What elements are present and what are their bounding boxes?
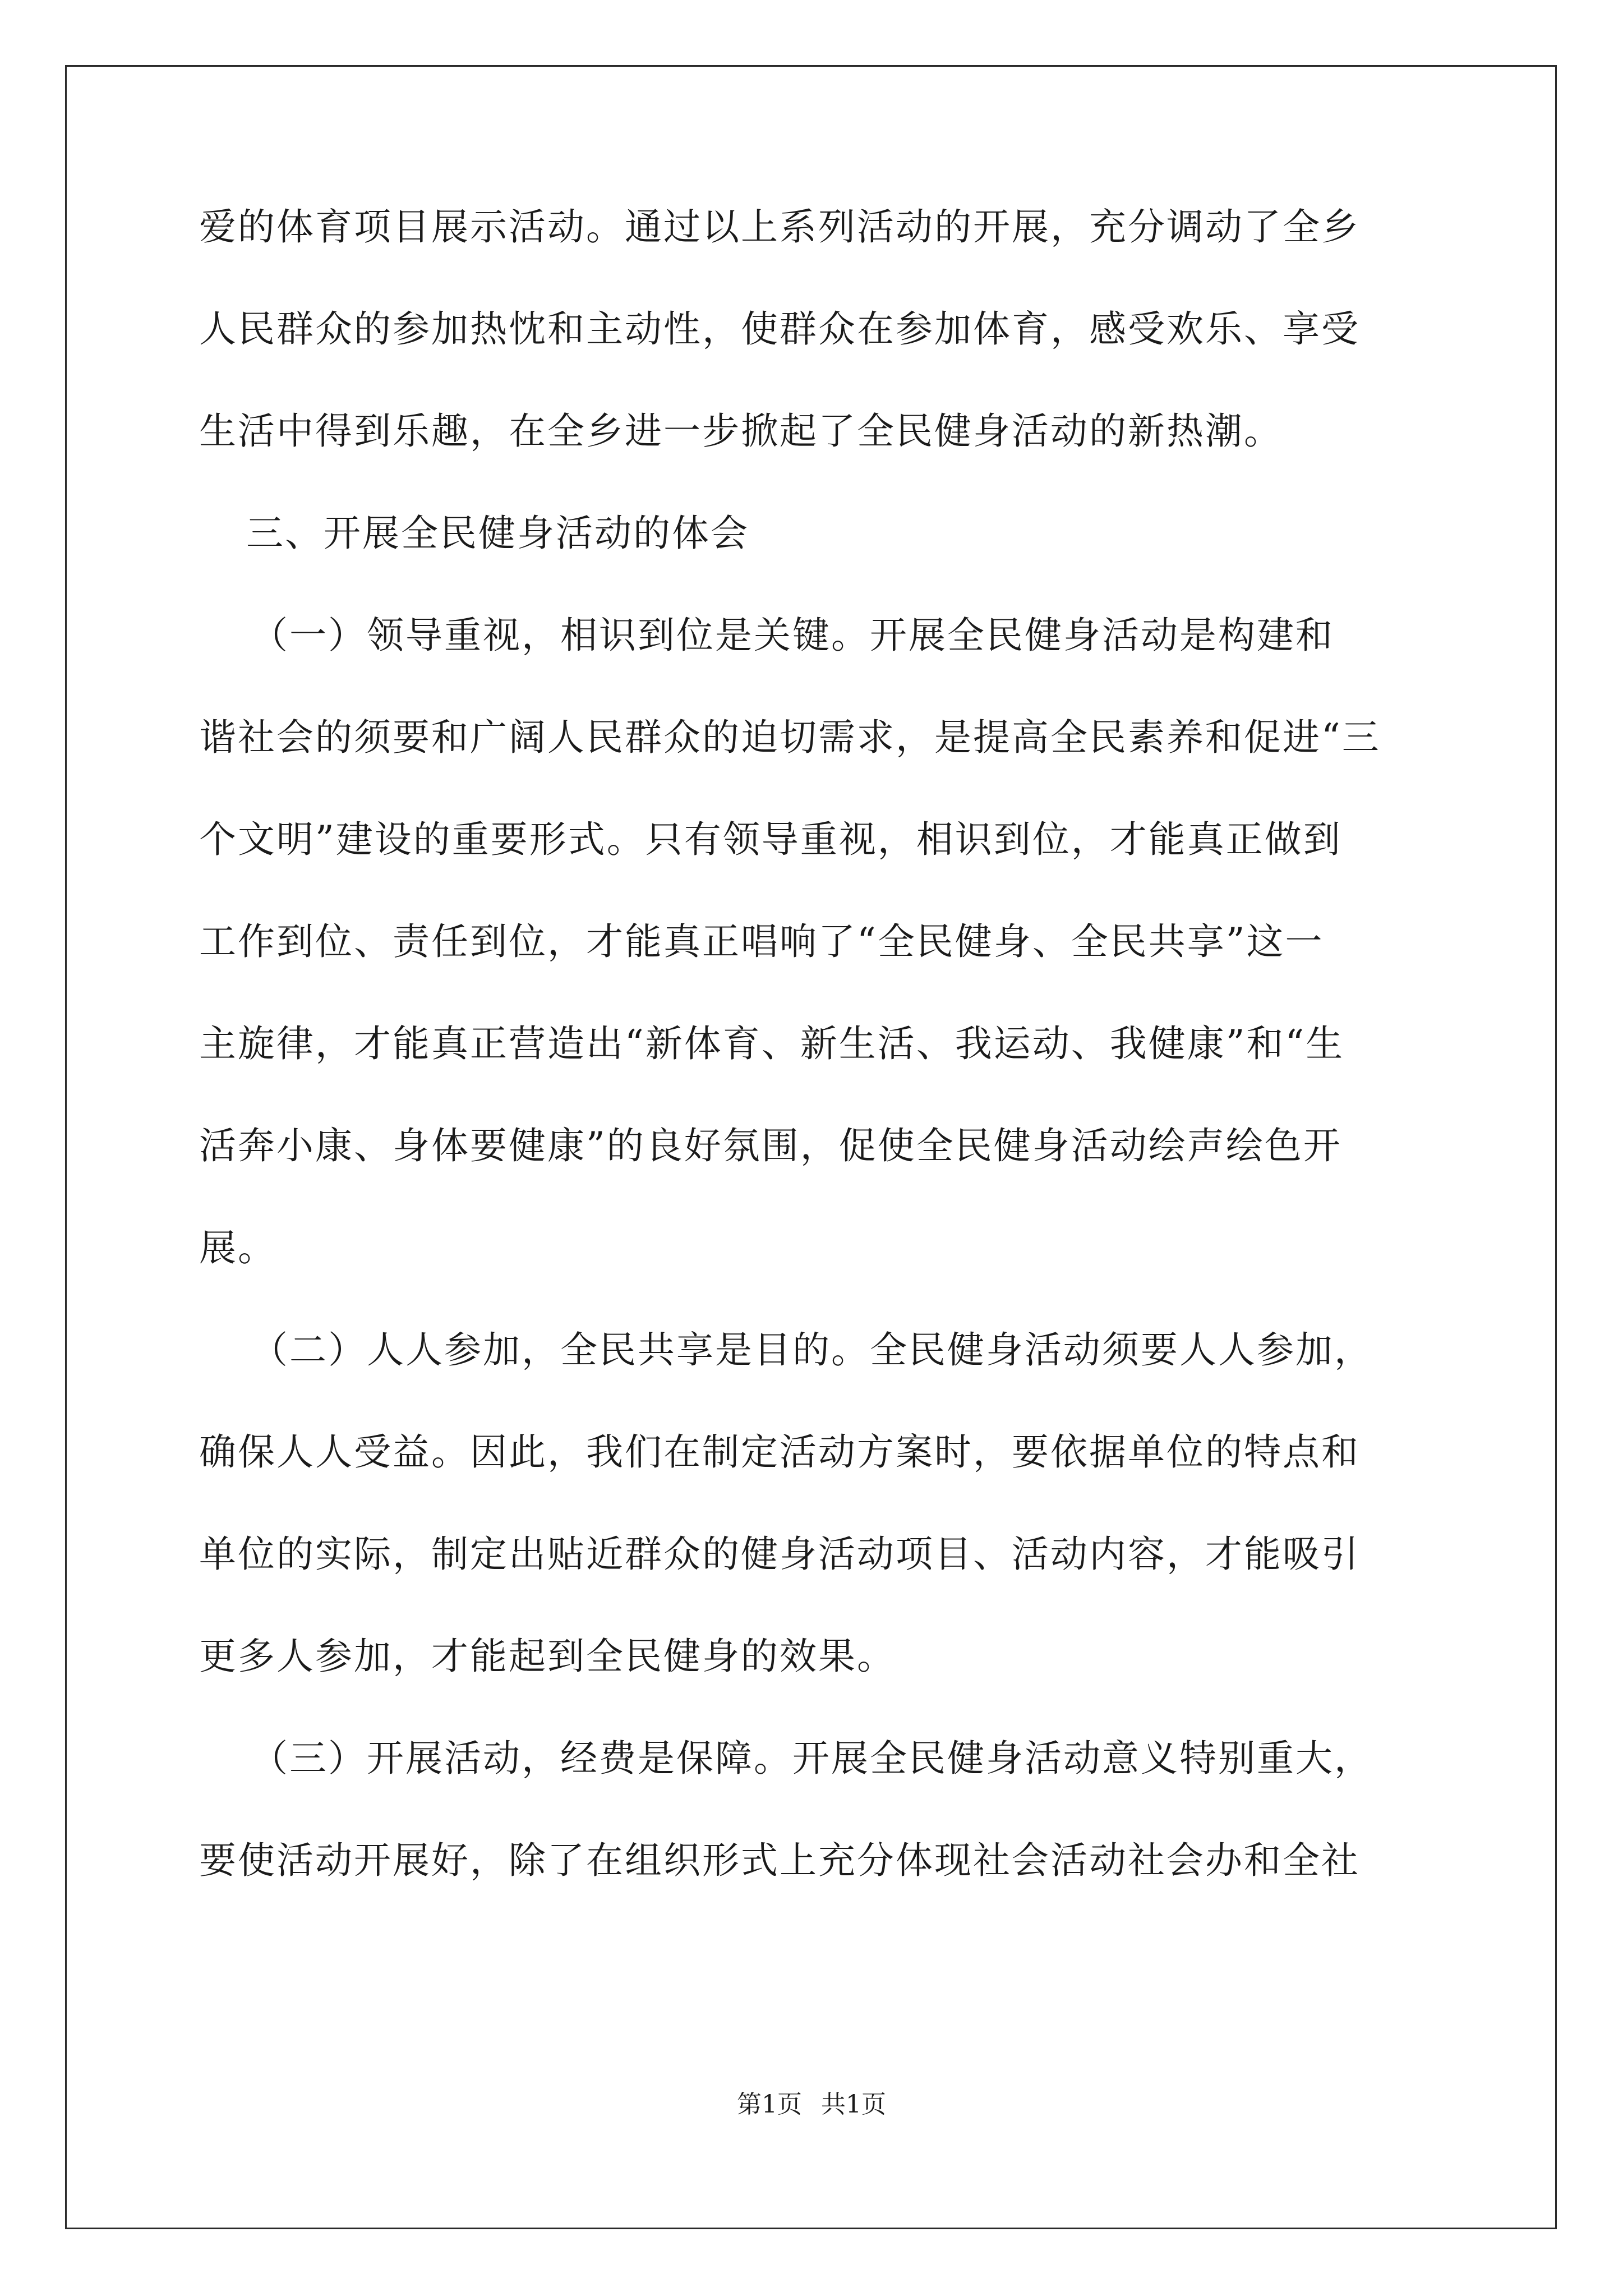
page-footer: [0, 2088, 1623, 2122]
paragraph-start-3: （三）开展活动，经费是保障。开展全民健身活动意义特别重大，: [251, 1737, 1373, 1780]
body-line: 生活中得到乐趣，在全乡进一步掀起了全民健身活动的新热潮。: [199, 409, 1283, 453]
body-line: 主旋律，才能真正营造出“新体育、新生活、我运动、我健康”和“生: [199, 1022, 1345, 1065]
body-line: 活奔小康、身体要健康”的良好氛围，促使全民健身活动绘声绘色开: [199, 1124, 1342, 1167]
body-line: 谐社会的须要和广阔人民群众的迫切需求，是提高全民素养和促进“三: [199, 716, 1381, 759]
body-line: 要使活动开展好，除了在组织形式上充分体现社会活动社会办和全社: [199, 1839, 1360, 1882]
paragraph-start-1: （一）领导重视，相识到位是关键。开展全民健身活动是构建和: [251, 614, 1334, 657]
total-pages: 共1页: [821, 2090, 886, 2119]
section-heading: 三、开展全民健身活动的体会: [246, 512, 749, 555]
body-line: 个文明”建设的重要形式。只有领导重视，相识到位，才能真正做到: [199, 818, 1342, 861]
body-line: 工作到位、责任到位，才能真正唱响了“全民健身、全民共享”这一: [199, 920, 1324, 963]
body-line: 更多人参加，才能起到全民健身的效果。: [199, 1635, 896, 1678]
body-line: 单位的实际，制定出贴近群众的健身活动项目、活动内容，才能吸引: [199, 1533, 1360, 1576]
body-line: 展。: [199, 1226, 276, 1269]
body-line: 确保人人受益。因此，我们在制定活动方案时，要依据单位的特点和: [199, 1430, 1360, 1474]
document-body: [199, 202, 1427, 1938]
paragraph-start-2: （二）人人参加，全民共享是目的。全民健身活动须要人人参加，: [251, 1328, 1373, 1372]
body-line: 人民群众的参加热忱和主动性，使群众在参加体育，感受欢乐、享受: [199, 307, 1360, 351]
body-line: 爱的体育项目展示活动。通过以上系列活动的开展，充分调动了全乡: [199, 205, 1360, 249]
page-number: 第1页: [737, 2090, 802, 2119]
